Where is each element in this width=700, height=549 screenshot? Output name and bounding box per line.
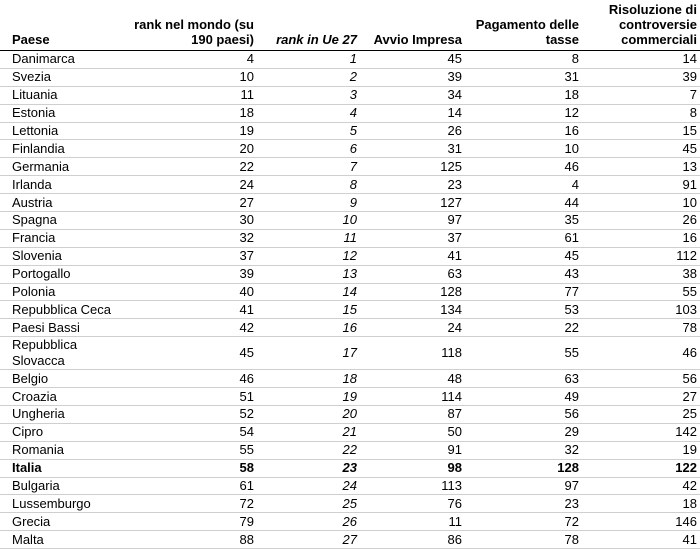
country-cell: Lussemburgo: [0, 495, 130, 513]
start-business-cell: 48: [360, 370, 465, 388]
header-pagamento-tasse: Pagamento delle tasse: [465, 0, 582, 51]
country-cell: Paesi Bassi: [0, 319, 130, 337]
country-cell: Lettonia: [0, 122, 130, 140]
table-row: [0, 513, 700, 531]
rank-world-cell: 45: [130, 337, 257, 370]
country-cell: Repubblica Slovacca: [0, 337, 130, 370]
table-row: [0, 212, 700, 230]
start-business-cell: 37: [360, 229, 465, 247]
dispute-resolution-cell: 146: [582, 513, 700, 531]
tax-payment-cell: 55: [465, 337, 582, 370]
rank-eu-cell: 9: [257, 194, 360, 212]
dispute-resolution-cell: 39: [582, 68, 700, 86]
start-business-cell: 41: [360, 247, 465, 265]
rank-world-cell: 22: [130, 158, 257, 176]
tax-payment-cell: 56: [465, 406, 582, 424]
rank-eu-cell: 2: [257, 68, 360, 86]
tax-payment-cell: 77: [465, 283, 582, 301]
rank-world-cell: 52: [130, 406, 257, 424]
rank-world-cell: 18: [130, 104, 257, 122]
tax-payment-cell: 18: [465, 86, 582, 104]
rank-world-cell: 88: [130, 531, 257, 549]
rank-world-cell: 42: [130, 319, 257, 337]
rank-world-cell: 30: [130, 212, 257, 230]
tax-payment-cell: 10: [465, 140, 582, 158]
dispute-resolution-cell: 18: [582, 495, 700, 513]
tax-payment-cell: 128: [465, 459, 582, 477]
country-cell: Austria: [0, 194, 130, 212]
rank-eu-cell: 20: [257, 406, 360, 424]
start-business-cell: 98: [360, 459, 465, 477]
tax-payment-cell: 43: [465, 265, 582, 283]
table-row: [0, 319, 700, 337]
start-business-cell: 26: [360, 122, 465, 140]
start-business-cell: 76: [360, 495, 465, 513]
country-cell: Italia: [0, 459, 130, 477]
tax-payment-cell: 45: [465, 247, 582, 265]
dispute-resolution-cell: 38: [582, 265, 700, 283]
table-row: [0, 477, 700, 495]
rank-eu-cell: 10: [257, 212, 360, 230]
header-row: [0, 0, 700, 51]
header-rank-ue: rank in Ue 27: [257, 0, 360, 51]
start-business-cell: 97: [360, 212, 465, 230]
start-business-cell: 134: [360, 301, 465, 319]
tax-payment-cell: 29: [465, 423, 582, 441]
rank-world-cell: 39: [130, 265, 257, 283]
start-business-cell: 128: [360, 283, 465, 301]
country-cell: Croazia: [0, 388, 130, 406]
rank-eu-cell: 24: [257, 477, 360, 495]
start-business-cell: 34: [360, 86, 465, 104]
country-cell: Belgio: [0, 370, 130, 388]
rank-eu-cell: 5: [257, 122, 360, 140]
rank-eu-cell: 22: [257, 441, 360, 459]
country-cell: Malta: [0, 531, 130, 549]
rank-eu-cell: 17: [257, 337, 360, 370]
rank-eu-cell: 27: [257, 531, 360, 549]
dispute-resolution-cell: 13: [582, 158, 700, 176]
country-cell: Danimarca: [0, 51, 130, 69]
start-business-cell: 11: [360, 513, 465, 531]
tax-payment-cell: 32: [465, 441, 582, 459]
country-cell: Finlandia: [0, 140, 130, 158]
rank-world-cell: 61: [130, 477, 257, 495]
header-risoluzione-controversie: Risoluzione di controversie commerciali: [582, 0, 700, 51]
dispute-resolution-cell: 27: [582, 388, 700, 406]
table-row: [0, 51, 700, 69]
rank-eu-cell: 8: [257, 176, 360, 194]
rank-eu-cell: 11: [257, 229, 360, 247]
tax-payment-cell: 12: [465, 104, 582, 122]
table-row: [0, 406, 700, 424]
table-row: [0, 459, 700, 477]
table-body: [0, 51, 700, 549]
rank-eu-cell: 4: [257, 104, 360, 122]
table-row: [0, 247, 700, 265]
table-row: [0, 122, 700, 140]
tax-payment-cell: 49: [465, 388, 582, 406]
rank-world-cell: 54: [130, 423, 257, 441]
start-business-cell: 24: [360, 319, 465, 337]
tax-payment-cell: 72: [465, 513, 582, 531]
table-row: [0, 441, 700, 459]
country-cell: Bulgaria: [0, 477, 130, 495]
rank-eu-cell: 19: [257, 388, 360, 406]
table-row: [0, 68, 700, 86]
rank-world-cell: 11: [130, 86, 257, 104]
table-row: [0, 158, 700, 176]
header-avvio-impresa: Avvio Impresa: [360, 0, 465, 51]
rank-eu-cell: 26: [257, 513, 360, 531]
country-cell: Ungheria: [0, 406, 130, 424]
start-business-cell: 14: [360, 104, 465, 122]
rank-eu-cell: 25: [257, 495, 360, 513]
dispute-resolution-cell: 19: [582, 441, 700, 459]
rank-world-cell: 72: [130, 495, 257, 513]
dispute-resolution-cell: 8: [582, 104, 700, 122]
rank-world-cell: 32: [130, 229, 257, 247]
dispute-resolution-cell: 7: [582, 86, 700, 104]
dispute-resolution-cell: 46: [582, 337, 700, 370]
rank-eu-cell: 13: [257, 265, 360, 283]
rank-eu-cell: 1: [257, 51, 360, 69]
tax-payment-cell: 8: [465, 51, 582, 69]
table-row: [0, 388, 700, 406]
rank-world-cell: 24: [130, 176, 257, 194]
start-business-cell: 91: [360, 441, 465, 459]
dispute-resolution-cell: 91: [582, 176, 700, 194]
start-business-cell: 45: [360, 51, 465, 69]
table-row: [0, 194, 700, 212]
country-cell: Portogallo: [0, 265, 130, 283]
dispute-resolution-cell: 142: [582, 423, 700, 441]
rank-eu-cell: 3: [257, 86, 360, 104]
rank-world-cell: 20: [130, 140, 257, 158]
dispute-resolution-cell: 112: [582, 247, 700, 265]
country-cell: Spagna: [0, 212, 130, 230]
rank-world-cell: 79: [130, 513, 257, 531]
table-row: [0, 283, 700, 301]
rank-world-cell: 51: [130, 388, 257, 406]
dispute-resolution-cell: 56: [582, 370, 700, 388]
rank-world-cell: 40: [130, 283, 257, 301]
table-row: [0, 337, 700, 370]
dispute-resolution-cell: 26: [582, 212, 700, 230]
tax-payment-cell: 46: [465, 158, 582, 176]
country-cell: Grecia: [0, 513, 130, 531]
start-business-cell: 23: [360, 176, 465, 194]
country-cell: Lituania: [0, 86, 130, 104]
dispute-resolution-cell: 103: [582, 301, 700, 319]
country-cell: Polonia: [0, 283, 130, 301]
country-cell: Irlanda: [0, 176, 130, 194]
tax-payment-cell: 31: [465, 68, 582, 86]
dispute-resolution-cell: 55: [582, 283, 700, 301]
rank-eu-cell: 12: [257, 247, 360, 265]
table-row: [0, 104, 700, 122]
start-business-cell: 31: [360, 140, 465, 158]
table-row: [0, 140, 700, 158]
rank-world-cell: 55: [130, 441, 257, 459]
dispute-resolution-cell: 10: [582, 194, 700, 212]
tax-payment-cell: 35: [465, 212, 582, 230]
rank-world-cell: 10: [130, 68, 257, 86]
rank-world-cell: 46: [130, 370, 257, 388]
table-row: [0, 495, 700, 513]
tax-payment-cell: 97: [465, 477, 582, 495]
tax-payment-cell: 78: [465, 531, 582, 549]
start-business-cell: 114: [360, 388, 465, 406]
start-business-cell: 125: [360, 158, 465, 176]
tax-payment-cell: 16: [465, 122, 582, 140]
rank-eu-cell: 14: [257, 283, 360, 301]
tax-payment-cell: 44: [465, 194, 582, 212]
rank-world-cell: 41: [130, 301, 257, 319]
tax-payment-cell: 53: [465, 301, 582, 319]
start-business-cell: 87: [360, 406, 465, 424]
rank-world-cell: 58: [130, 459, 257, 477]
rank-eu-cell: 23: [257, 459, 360, 477]
tax-payment-cell: 23: [465, 495, 582, 513]
table-row: [0, 229, 700, 247]
rank-eu-cell: 7: [257, 158, 360, 176]
table-row: [0, 423, 700, 441]
table-row: [0, 176, 700, 194]
rank-world-cell: 37: [130, 247, 257, 265]
rank-world-cell: 19: [130, 122, 257, 140]
dispute-resolution-cell: 16: [582, 229, 700, 247]
dispute-resolution-cell: 14: [582, 51, 700, 69]
rank-eu-cell: 6: [257, 140, 360, 158]
start-business-cell: 127: [360, 194, 465, 212]
rank-eu-cell: 15: [257, 301, 360, 319]
country-cell: Francia: [0, 229, 130, 247]
country-cell: Romania: [0, 441, 130, 459]
rank-eu-cell: 21: [257, 423, 360, 441]
country-cell: Estonia: [0, 104, 130, 122]
header-rank-mondo: rank nel mondo (su 190 paesi): [130, 0, 257, 51]
dispute-resolution-cell: 122: [582, 459, 700, 477]
dispute-resolution-cell: 25: [582, 406, 700, 424]
rank-world-cell: 4: [130, 51, 257, 69]
start-business-cell: 63: [360, 265, 465, 283]
dispute-resolution-cell: 78: [582, 319, 700, 337]
dispute-resolution-cell: 15: [582, 122, 700, 140]
table-row: [0, 531, 700, 549]
table-row: [0, 301, 700, 319]
tax-payment-cell: 22: [465, 319, 582, 337]
country-cell: Repubblica Ceca: [0, 301, 130, 319]
rank-eu-cell: 16: [257, 319, 360, 337]
start-business-cell: 118: [360, 337, 465, 370]
start-business-cell: 50: [360, 423, 465, 441]
dispute-resolution-cell: 45: [582, 140, 700, 158]
rank-eu-cell: 18: [257, 370, 360, 388]
table-row: [0, 265, 700, 283]
tax-payment-cell: 61: [465, 229, 582, 247]
tax-payment-cell: 4: [465, 176, 582, 194]
country-cell: Cipro: [0, 423, 130, 441]
start-business-cell: 113: [360, 477, 465, 495]
start-business-cell: 39: [360, 68, 465, 86]
country-cell: Svezia: [0, 68, 130, 86]
dispute-resolution-cell: 41: [582, 531, 700, 549]
country-cell: Germania: [0, 158, 130, 176]
table-row: [0, 86, 700, 104]
table-row: [0, 370, 700, 388]
header-paese: Paese: [0, 0, 130, 51]
start-business-cell: 86: [360, 531, 465, 549]
country-cell: Slovenia: [0, 247, 130, 265]
rank-world-cell: 27: [130, 194, 257, 212]
tax-payment-cell: 63: [465, 370, 582, 388]
dispute-resolution-cell: 42: [582, 477, 700, 495]
